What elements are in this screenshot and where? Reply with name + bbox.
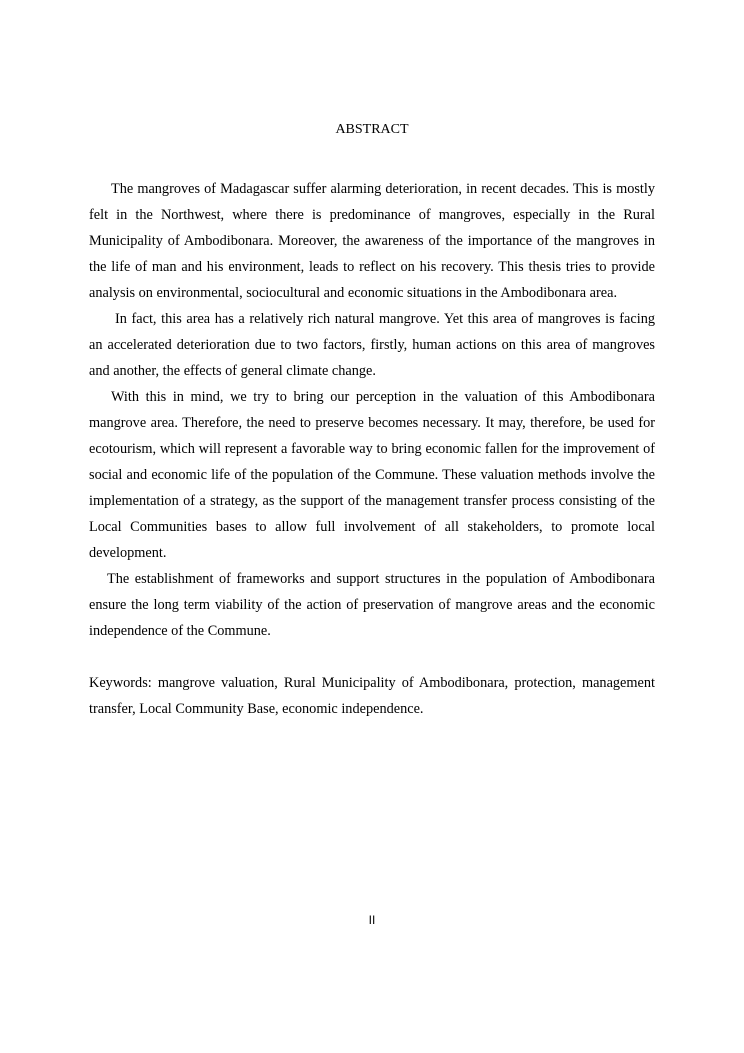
keywords-line: Keywords: mangrove valuation, Rural Municipality of Ambodibonara, protection, management transfer, Local Community Base, economic independence. <box>89 675 655 717</box>
abstract-paragraph-3: With this in mind, we try to bring our perception in the valuation of this Ambodibonara mangrove area. Therefore, the need to preserve becomes necessary. It may, therefore, be used for ecotourism, which will represent a favorable way to bring economic fallen for the improvement of social and economic life of the population of the Commune. These valuation methods involve the implementation of a strategy, as the support of the management transfer process consisting of the Local Communities bases to allow full involvement of all stakeholders, to promote local development. <box>89 389 655 561</box>
abstract-paragraph-4: The establishment of frameworks and support structures in the population of Ambodibonara ensure the long term viability of the action of preservation of mangrove areas and the economic independence of the Commune. <box>89 571 655 639</box>
abstract-paragraph-2: In fact, this area has a relatively rich natural mangrove. Yet this area of mangroves is facing an accelerated deterioration due to two factors, firstly, human actions on this area of mangroves and another, the effects of general climate change. <box>89 311 655 379</box>
abstract-title: ABSTRACT <box>335 122 409 137</box>
page-number: II <box>368 913 376 927</box>
abstract-paragraph-1: The mangroves of Madagascar suffer alarming deterioration, in recent decades. This is mostly felt in the Northwest, where there is predominance of mangroves, especially in the Rural Municipality of Ambodibonara. Moreover, the awareness of the importance of the mangroves in the life of man and his environment, leads to reflect on his recovery. This thesis tries to provide analysis on environmental, sociocultural and economic situations in the Ambodibonara area. <box>89 181 655 301</box>
abstract-body <box>89 176 655 722</box>
